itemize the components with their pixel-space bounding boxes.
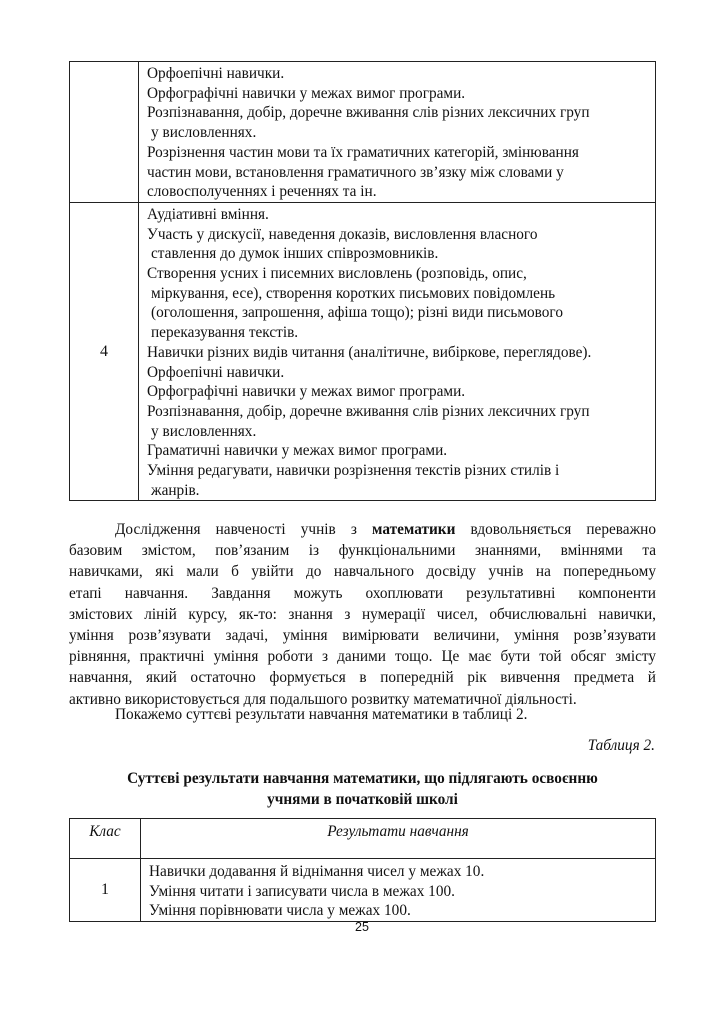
table-reference-sentence: Покажемо суттєві результати навчання математики в таблиці 2.: [115, 706, 528, 723]
bold-term: математики: [372, 521, 456, 538]
class-cell: 1: [70, 859, 141, 922]
paragraph-line: рівняння, практичні уміння роботи з даними тощо. Це має бути той обсяг змісту: [69, 648, 656, 666]
paragraph-line: уміння розв’язувати задачі, уміння вимірювати величини, уміння розв’язувати: [69, 627, 656, 645]
result-line: Орфоепічні навички.: [147, 65, 285, 82]
body-paragraph: [69, 519, 656, 710]
result-line: Граматичні навички у межах вимог програми.: [147, 442, 448, 460]
result-line: словосполученнях і реченнях та ін.: [147, 183, 377, 201]
table-title: [69, 768, 656, 810]
table-label: Таблиця 2.: [587, 737, 655, 754]
result-line: Навички додавання й віднімання чисел у межах 10.: [149, 863, 485, 880]
results-cell: [139, 62, 656, 203]
paragraph-line: базовим змістом, пов’язаним із функціональними знаннями, вміннями та: [69, 542, 656, 560]
paragraph-line: активно використовується для подальшого розвитку математичної діяльності.: [69, 690, 577, 708]
class-cell: [70, 62, 139, 203]
result-line: міркування, есе), створення коротких письмових повідомлень: [151, 284, 556, 302]
paragraph-line: етапі навчання. Завдання можуть охоплювати результативні компоненти: [69, 584, 656, 602]
text-run: вдовольняється переважно: [455, 521, 656, 538]
header-results: Результати навчання: [141, 819, 656, 859]
header-class: Клас: [70, 819, 141, 859]
result-line: Участь у дискусії, наведення доказів, висловлення власного: [147, 225, 538, 243]
table-row: [70, 62, 656, 203]
results-cell: [139, 202, 656, 501]
result-line: Розпізнавання, добір, доречне вживання слів різних лексичних груп: [147, 104, 590, 122]
table-header-row: [70, 819, 656, 859]
result-line: Орфографічні навички у межах вимог програми.: [147, 383, 466, 401]
result-line: Уміння редагувати, навички розрізнення текстів різних стилів і: [147, 462, 560, 480]
result-line: Орфографічні навички у межах вимог програми.: [147, 84, 466, 102]
result-line: частин мови, встановлення граматичного зв’язку між словами у: [147, 163, 564, 181]
result-line: ставлення до думок інших співрозмовників.: [151, 245, 439, 263]
result-line: Орфоепічні навички.: [147, 363, 285, 381]
result-line: Створення усних і писемних висловлень (розповідь, опис,: [147, 265, 527, 283]
result-line: у висловленнях.: [151, 124, 257, 142]
result-line: Розпізнавання, добір, доречне вживання слів різних лексичних груп: [147, 402, 590, 420]
result-line: переказування текстів.: [151, 324, 299, 342]
paragraph-line: навчання, який остаточно формується в попередній рік вивчення предмета й: [69, 669, 656, 687]
results-cell: [141, 859, 656, 922]
skills-table: [69, 61, 656, 501]
result-line: Аудіативні вміння.: [147, 205, 269, 223]
table-title-line: учнями в початковій школі: [267, 791, 458, 808]
paragraph-line: змістових ліній курсу, як-то: знання з нумерації чисел, обчислювальні навички,: [69, 605, 656, 623]
paragraph-line: навичками, які мали б увійти до навчального досвіду учнів на попередньому: [69, 563, 656, 581]
result-line: Уміння читати і записувати числа в межах 100.: [149, 882, 455, 900]
result-line: (оголошення, запрошення, афіша тощо); різні види письмового: [151, 304, 563, 322]
table-title-line: Суттєві результати навчання математики, що підлягають освоєнню: [127, 770, 598, 787]
result-line: Розрізнення частин мови та їх граматичних категорій, змінювання: [147, 143, 579, 161]
result-line: жанрів.: [151, 481, 200, 499]
text-run: Дослідження навченості учнів з: [115, 521, 373, 538]
table-row: [70, 202, 656, 501]
page-number: 25: [355, 920, 369, 934]
result-line: у висловленнях.: [151, 422, 257, 440]
result-line: Навички різних видів читання (аналітичне, вибіркове, переглядове).: [147, 343, 592, 361]
result-line: Уміння порівнювати числа у межах 100.: [149, 902, 411, 920]
math-results-table: [69, 818, 656, 922]
table-row: [70, 859, 656, 922]
paragraph-line: [69, 519, 656, 540]
class-cell: 4: [70, 202, 139, 501]
